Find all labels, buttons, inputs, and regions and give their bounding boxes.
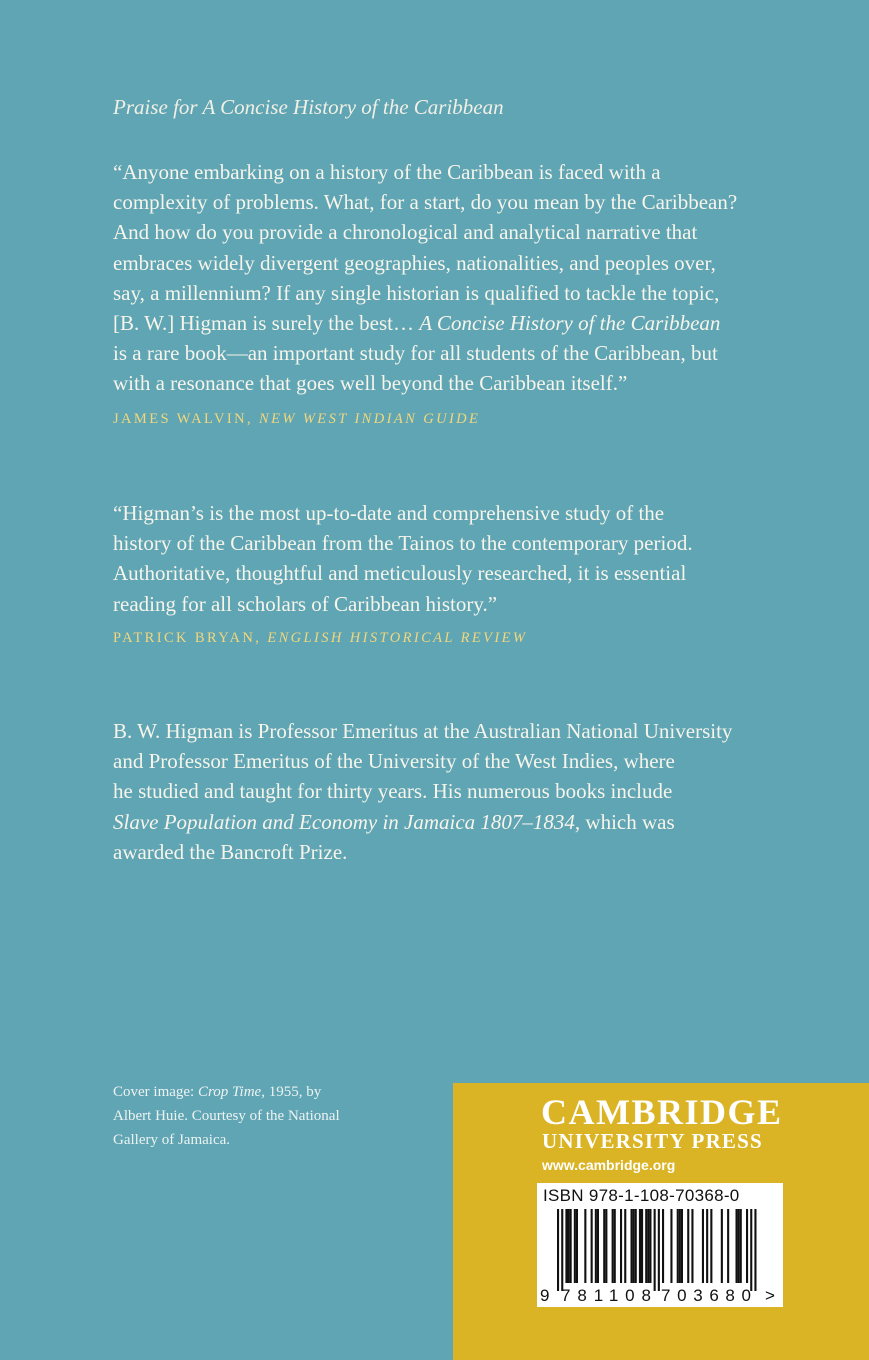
publisher-logo-subtitle: UNIVERSITY PRESS [542, 1129, 763, 1153]
isbn-barcode-box [537, 1183, 783, 1307]
review-1-line: “Anyone embarking on a history of the Caribbean is faced with a [113, 160, 661, 184]
barcode-bar [597, 1209, 599, 1283]
bio-line: and Professor Emeritus of the University of the West Indies, where [113, 749, 675, 774]
review-1-line: say, a millennium? If any single historian is qualified to tackle the topic, [113, 280, 720, 305]
praise-heading: Praise for A Concise History of the Caribbean [113, 95, 504, 119]
barcode-bar [670, 1209, 672, 1283]
publisher-logo-name: CAMBRIDGE [541, 1092, 783, 1132]
barcode-bar [702, 1209, 704, 1283]
barcode-bar [727, 1209, 729, 1283]
barcode-bar [576, 1209, 578, 1283]
credit-year: 1955, by [264, 1084, 322, 1100]
credit-line: Albert Huie. Courtesy of the National [113, 1108, 340, 1124]
barcode-bar [631, 1209, 633, 1283]
barcode-bar [639, 1209, 641, 1283]
barcode-bar [740, 1209, 742, 1283]
barcode-bar [568, 1209, 570, 1283]
review-2-line: “Higman’s is the most up-to-date and comprehensive study of the [113, 501, 665, 525]
barcode-bars [557, 1209, 757, 1291]
credit-artwork-title: Crop Time, [197, 1084, 265, 1100]
review-2-source: ENGLISH HISTORICAL REVIEW [267, 630, 528, 646]
barcode-bar [603, 1209, 605, 1283]
barcode-bar [750, 1209, 752, 1291]
barcode-right-digits: 703680 [661, 1286, 751, 1305]
review-2-quote [113, 498, 813, 619]
barcode-first-digit: 9 [540, 1286, 550, 1305]
barcode-bar [710, 1209, 712, 1283]
barcode-bar [641, 1209, 643, 1283]
barcode-bar [721, 1209, 723, 1283]
barcode-bar [557, 1209, 559, 1291]
bio-line: B. W. Higman is Professor Emeritus at the Australian National University [113, 719, 733, 743]
review-1-line: is a rare book—an important study for all students of the Caribbean, but [113, 341, 718, 366]
review-1-quote [113, 157, 813, 399]
author-bio [113, 716, 813, 867]
review-1-line: complexity of problems. What, for a start, do you mean by the Caribbean? [113, 190, 738, 215]
barcode-bar [570, 1209, 572, 1283]
barcode-bar [677, 1209, 679, 1283]
barcode-bar [687, 1209, 689, 1283]
barcode-bar [565, 1209, 567, 1283]
review-2-line: history of the Caribbean from the Tainos to the contemporary period. [113, 531, 693, 556]
review-1-source: NEW WEST INDIAN GUIDE [259, 411, 481, 427]
credit-line [113, 1080, 413, 1104]
review-1-line: And how do you provide a chronological and analytical narrative that [113, 220, 698, 245]
barcode-bar [605, 1209, 607, 1283]
barcode-bar [691, 1209, 693, 1283]
barcode-bar [624, 1209, 626, 1283]
barcode-bar [620, 1209, 622, 1283]
credit-prefix: Cover image: [113, 1084, 198, 1100]
barcode-bar [706, 1209, 708, 1283]
barcode-bar [754, 1209, 756, 1291]
barcode-bar [561, 1209, 563, 1291]
bio-line: he studied and taught for thirty years. His numerous books include [113, 779, 673, 804]
review-1-line: with a resonance that goes well beyond the Caribbean itself.” [113, 371, 628, 396]
barcode-bar [595, 1209, 597, 1283]
barcode-bar [633, 1209, 635, 1283]
barcode-bar [662, 1209, 664, 1283]
bio-line: awarded the Bancroft Prize. [113, 839, 348, 864]
review-2-line: reading for all scholars of Caribbean history.” [113, 591, 498, 616]
credit-line: Gallery of Jamaica. [113, 1132, 231, 1148]
barcode-bar [574, 1209, 576, 1283]
bio-book-suffix: , which was [574, 809, 675, 834]
barcode-bar [654, 1209, 656, 1291]
barcode-bar [647, 1209, 649, 1283]
review-1-line [113, 308, 813, 338]
barcode-bar [645, 1209, 647, 1283]
bio-book-title: Slave Population and Economy in Jamaica 1807–1834 [113, 809, 575, 834]
barcode-bar [658, 1209, 660, 1291]
barcode-bar [738, 1209, 740, 1283]
review-1-line-text: [B. W.] Higman is surely the best… [113, 311, 420, 336]
barcode-bar [584, 1209, 586, 1283]
barcode-bar [679, 1209, 681, 1283]
review-2-line: Authoritative, thoughtful and meticulously researched, it is essential [113, 561, 687, 586]
isbn-label: ISBN 978-1-108-70368-0 [543, 1186, 740, 1205]
review-2-attribution [113, 630, 527, 647]
publisher-url: www.cambridge.org [542, 1157, 676, 1173]
barcode-bar [736, 1209, 738, 1283]
review-1-line: embraces widely divergent geographies, nationalities, and peoples over, [113, 250, 716, 275]
barcode-bar [746, 1209, 748, 1283]
book-title-mention: A Concise History of the Caribbean [419, 311, 721, 336]
publisher-panel [453, 1083, 869, 1360]
cover-image-credit [113, 1080, 413, 1152]
barcode-bar [612, 1209, 614, 1283]
barcode-quiet-marker: > [765, 1286, 775, 1305]
barcode-bar [591, 1209, 593, 1283]
review-2-author: PATRICK BRYAN, [113, 630, 268, 646]
barcode-bar [649, 1209, 651, 1283]
barcode-bar [635, 1209, 637, 1283]
review-1-attribution [113, 411, 480, 428]
barcode-left-digits: 781108 [561, 1286, 651, 1305]
bio-line [113, 807, 813, 837]
barcode-bar [681, 1209, 683, 1283]
barcode-bar [614, 1209, 616, 1283]
review-1-author: JAMES WALVIN, [113, 411, 259, 427]
